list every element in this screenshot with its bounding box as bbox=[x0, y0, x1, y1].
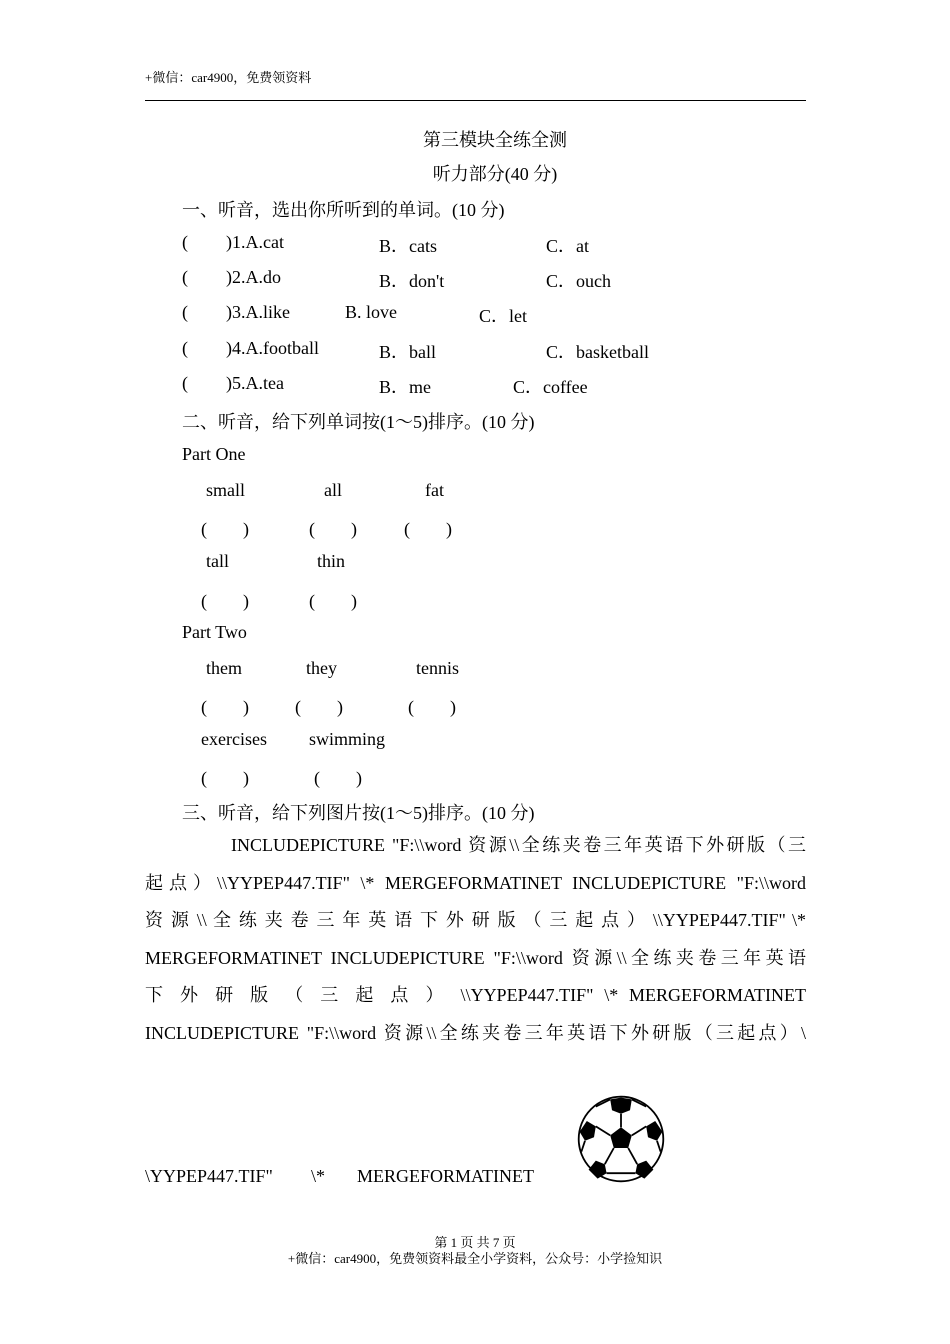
option-b: B．don't bbox=[379, 271, 445, 291]
answer-blank[interactable]: ( bbox=[182, 232, 188, 252]
part-one-label: Part One bbox=[182, 444, 246, 464]
page-title: 第三模块全练全测 bbox=[423, 130, 567, 150]
section1-heading: 一、听音，选出你所听到的单词。(10 分) bbox=[182, 200, 505, 220]
option-b: B．ball bbox=[379, 342, 436, 362]
section2-heading: 二、听音，给下列单词按(1～5)排序。(10 分) bbox=[182, 412, 535, 432]
answer-blank[interactable]: ( ) bbox=[404, 519, 452, 539]
header-watermark: +微信：car4900，免费领资料 bbox=[145, 70, 312, 85]
word-small: small bbox=[206, 480, 245, 500]
option-c: C．let bbox=[479, 306, 527, 326]
answer-blank[interactable]: ( ) bbox=[295, 697, 343, 717]
option-a: )1.A.cat bbox=[226, 232, 284, 252]
answer-blank[interactable]: ( ) bbox=[201, 591, 249, 611]
field-code-line: 资 源 \\ 全 练 夹 卷 三 年 英 语 下 外 研 版 （ 三 起 点 ） \\YYPEP447.TIF" \* bbox=[145, 910, 806, 930]
word-swimming: swimming bbox=[309, 729, 386, 749]
field-code-line: 起点）\\YYPEP447.TIF" \* MERGEFORMATINET INCLUDEPICTURE "F:\\word bbox=[145, 872, 806, 893]
word-thin: thin bbox=[317, 551, 346, 571]
answer-blank[interactable]: ( ) bbox=[201, 768, 249, 788]
answer-blank[interactable]: ( ) bbox=[201, 697, 249, 717]
word-they: they bbox=[306, 658, 337, 678]
option-b: B．me bbox=[379, 377, 431, 397]
field-code-paragraph bbox=[145, 827, 806, 1052]
part-two-label: Part Two bbox=[182, 622, 247, 642]
field-code-line: INCLUDEPICTURE "F:\\word 资源\\全练夹卷三年英语下外研版（三 bbox=[231, 835, 806, 855]
option-b: B. love bbox=[345, 302, 397, 322]
page-number: 第 1 页 共 7 页 bbox=[434, 1235, 516, 1250]
word-tennis: tennis bbox=[416, 658, 459, 678]
field-code-line: INCLUDEPICTURE "F:\\word 资源\\全练夹卷三年英语下外研版（三起点）\ bbox=[145, 1022, 806, 1043]
field-code-line: MERGEFORMATINET INCLUDEPICTURE "F:\\word 资源\\全练夹卷三年英语 bbox=[145, 947, 806, 968]
word-fat: fat bbox=[425, 480, 444, 500]
answer-blank[interactable]: ( ) bbox=[201, 519, 249, 539]
field-code-tail-b: \* bbox=[311, 1166, 326, 1186]
field-code-tail-a: \YYPEP447.TIF" bbox=[145, 1166, 273, 1186]
option-c: C．ouch bbox=[546, 271, 611, 291]
word-them: them bbox=[206, 658, 242, 678]
word-exercises: exercises bbox=[201, 729, 267, 749]
answer-blank[interactable]: ( ) bbox=[309, 519, 357, 539]
word-all: all bbox=[324, 480, 342, 500]
word-tall: tall bbox=[206, 551, 229, 571]
option-c: C．at bbox=[546, 236, 589, 256]
section3-heading: 三、听音，给下列图片按(1～5)排序。(10 分) bbox=[182, 803, 535, 823]
field-code-tail-c: MERGEFORMATINET bbox=[357, 1166, 535, 1186]
field-code-line: 下 外 研 版 （ 三 起 点 ） \\YYPEP447.TIF" \* MERGEFORMATINET bbox=[145, 985, 806, 1005]
answer-blank[interactable]: ( ) bbox=[314, 768, 362, 788]
option-b: B．cats bbox=[379, 236, 437, 256]
footer-note: +微信：car4900，免费领资料最全小学资料，公众号：小学捡知识 bbox=[287, 1251, 663, 1266]
answer-blank[interactable]: ( bbox=[182, 338, 188, 358]
answer-blank[interactable]: ( bbox=[182, 373, 188, 393]
header-rule bbox=[145, 100, 806, 101]
option-c: C．coffee bbox=[513, 377, 588, 397]
football-icon bbox=[576, 1094, 666, 1184]
option-c: C．basketball bbox=[546, 342, 649, 362]
option-a: )4.A.football bbox=[226, 338, 319, 358]
answer-blank[interactable]: ( bbox=[182, 267, 188, 287]
answer-blank[interactable]: ( ) bbox=[408, 697, 456, 717]
page-subtitle: 听力部分(40 分) bbox=[432, 164, 558, 184]
answer-blank[interactable]: ( bbox=[182, 302, 188, 322]
option-a: )2.A.do bbox=[226, 267, 281, 287]
option-a: )5.A.tea bbox=[226, 373, 284, 393]
answer-blank[interactable]: ( ) bbox=[309, 591, 357, 611]
option-a: )3.A.like bbox=[226, 302, 290, 322]
